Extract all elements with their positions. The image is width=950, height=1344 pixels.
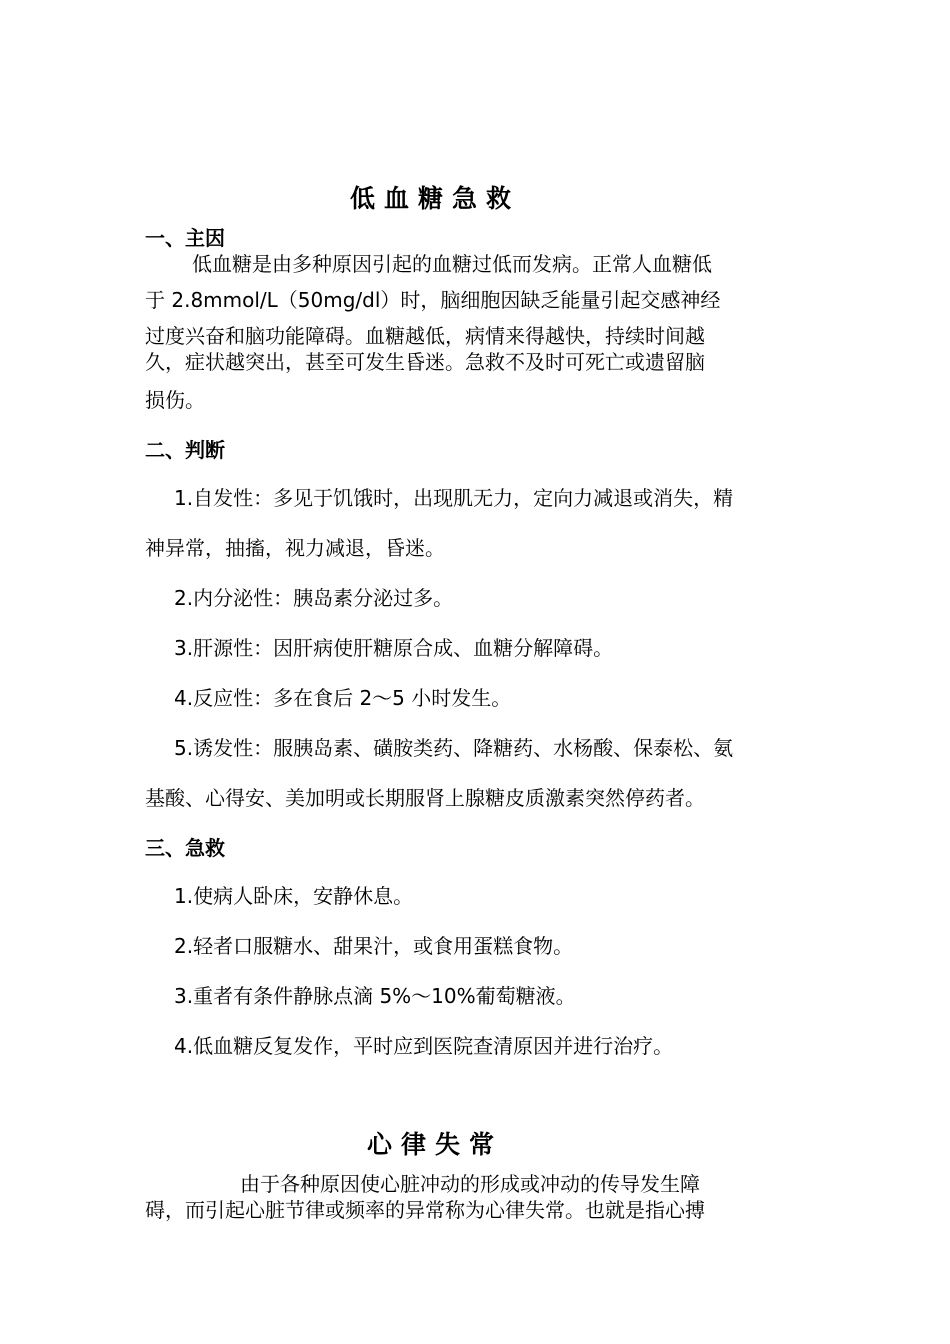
section-title-arrhythmia: 心律失常: [366, 1130, 503, 1159]
list-item: 5.诱发性：服胰岛素、磺胺类药、降糖药、水杨酸、保泰松、氨: [174, 736, 734, 760]
list-item: 2.轻者口服糖水、甜果汁，或食用蛋糕食物。: [174, 934, 574, 958]
list-item: 1.使病人卧床，安静休息。: [174, 884, 414, 908]
list-item: 4.反应性：多在食后 2～5 小时发生。: [174, 686, 512, 710]
paragraph-line: 低血糖是由多种原因引起的血糖过低而发病。正常人血糖低: [192, 252, 712, 276]
paragraph-line: 久，症状越突出，甚至可发生昏迷。急救不及时可死亡或遗留脑: [145, 350, 705, 374]
list-item: 1.自发性：多见于饥饿时，出现肌无力，定向力减退或消失，精: [174, 486, 734, 510]
heading-first-aid: 三、急救: [145, 836, 225, 860]
paragraph-line: 由于各种原因使心脏冲动的形成或冲动的传导发生障: [240, 1172, 700, 1196]
paragraph-line: 于 2.8mmol/L（50mg/dl）时，脑细胞因缺乏能量引起交感神经: [145, 288, 721, 312]
section-title-hypoglycemia: 低血糖急救: [349, 184, 520, 213]
list-item-continuation: 神异常，抽搐，视力减退，昏迷。: [145, 536, 445, 560]
list-item: 4.低血糖反复发作，平时应到医院查清原因并进行治疗。: [174, 1034, 674, 1058]
paragraph-line: 碍，而引起心脏节律或频率的异常称为心律失常。也就是指心搏: [145, 1198, 705, 1222]
heading-judge: 二、判断: [145, 438, 225, 462]
paragraph-line: 过度兴奋和脑功能障碍。血糖越低，病情来得越快，持续时间越: [145, 324, 705, 348]
list-item-continuation: 基酸、心得安、美加明或长期服肾上腺糖皮质激素突然停药者。: [145, 786, 705, 810]
heading-cause: 一、主因: [145, 226, 225, 250]
paragraph-line: 损伤。: [145, 388, 205, 412]
list-item: 3.重者有条件静脉点滴 5%～10%葡萄糖液。: [174, 984, 576, 1008]
list-item: 2.内分泌性：胰岛素分泌过多。: [174, 586, 454, 610]
list-item: 3.肝源性：因肝病使肝糖原合成、血糖分解障碍。: [174, 636, 614, 660]
